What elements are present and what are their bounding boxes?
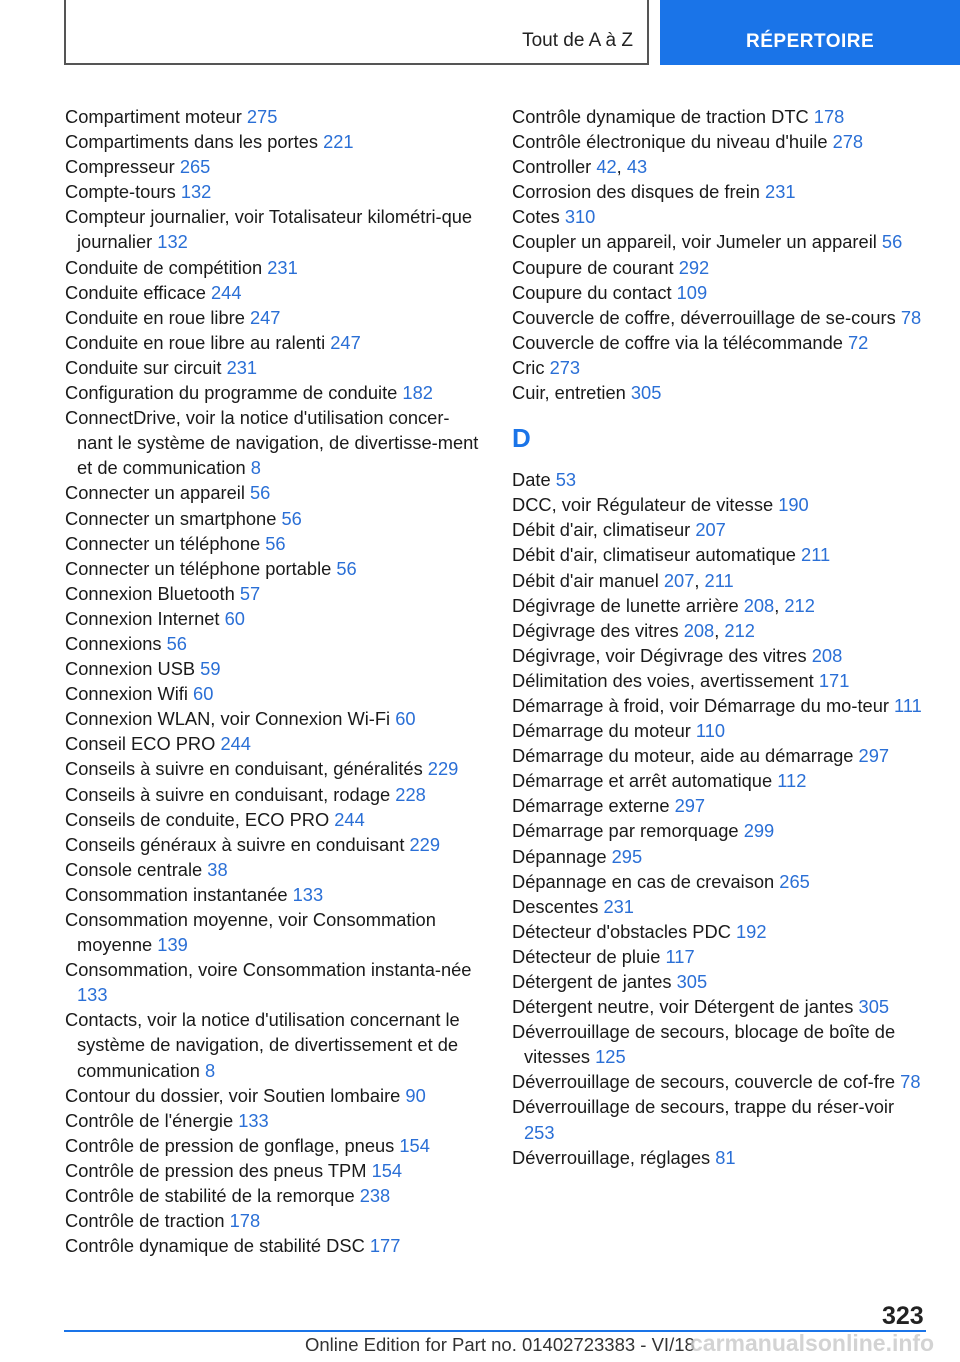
index-entry: [65, 1007, 483, 1082]
page-link[interactable]: 231: [765, 181, 796, 203]
page-link[interactable]: 53: [555, 469, 577, 491]
index-entry: [65, 882, 483, 907]
index-entry: [512, 204, 922, 229]
header-section-box: [64, 0, 649, 65]
index-entry-text: Déverrouillage, réglages: [512, 1146, 716, 1168]
index-entry-text: Conduite sur circuit: [65, 356, 227, 378]
footer-edition-text: Online Edition for Part no. 01402723383 - VI/18: [305, 1334, 695, 1355]
index-entry: [512, 869, 922, 894]
index-entry: [512, 255, 922, 280]
index-entry: [512, 517, 922, 542]
index-entry-text: Débit d'air, climatiseur: [512, 519, 696, 541]
index-entry: [65, 656, 483, 681]
index-entry-text: Dépannage en cas de crevaison: [512, 870, 780, 892]
index-entry-text: Démarrage externe: [512, 795, 675, 817]
index-entry-text: Contrôle de stabilité de la remorque: [65, 1185, 360, 1207]
page-link[interactable]: 297: [674, 795, 706, 817]
index-entry-text: Détecteur de pluie: [512, 945, 666, 967]
index-entry-text: Démarrage et arrêt automatique: [512, 770, 778, 792]
page-link[interactable]: 244: [220, 733, 251, 755]
index-entry: [512, 844, 922, 869]
index-entry-text: Connexion Internet: [65, 607, 225, 629]
directory-button[interactable]: [660, 0, 960, 65]
index-entry-text: Connecter un appareil: [65, 482, 250, 504]
index-entry: [65, 179, 483, 204]
page-link[interactable]: 60: [224, 607, 245, 629]
index-entry-text: Console centrale: [65, 858, 208, 880]
page-link[interactable]: 56: [881, 231, 903, 253]
page-link[interactable]: 211: [801, 544, 831, 566]
page-link[interactable]: 56: [265, 532, 286, 554]
page-number: 323: [882, 1302, 924, 1330]
index-entry: [512, 944, 922, 969]
page-link[interactable]: 192: [735, 920, 767, 942]
index-entry-text: Conduite en roue libre: [65, 306, 250, 328]
index-entry-text: Conduite en roue libre au ralenti: [65, 331, 331, 353]
page-link[interactable]: 38: [207, 858, 228, 880]
index-entry-text: Démarrage du moteur: [512, 720, 696, 742]
index-entry-text: Dégivrage, voir Dégivrage des vitres: [512, 644, 812, 666]
index-entry-text: Connexion Wifi: [65, 683, 194, 705]
index-entry-text: Connexion USB: [65, 658, 201, 680]
page-link[interactable]: 208: [811, 644, 843, 666]
index-entry: [512, 894, 922, 919]
page-link[interactable]: 295: [611, 845, 643, 867]
page-link[interactable]: 109: [676, 281, 708, 303]
index-entry-text: Connecter un smartphone: [65, 507, 282, 529]
index-entry: [65, 355, 483, 380]
index-entry: [512, 179, 922, 204]
index-entry: [512, 969, 922, 994]
index-entry-text: Connecter un téléphone: [65, 532, 266, 554]
page-link[interactable]: 60: [193, 683, 214, 705]
page-link[interactable]: 132: [157, 231, 188, 253]
index-entry: [512, 743, 922, 768]
page-link[interactable]: 228: [395, 783, 426, 805]
index-entry-text: Compresseur: [65, 156, 180, 178]
page-link[interactable]: 310: [564, 206, 596, 228]
page-link[interactable]: 78: [900, 1071, 921, 1093]
page-link[interactable]: 244: [334, 808, 365, 830]
index-entry-text: Conseils à suivre en conduisant, généralités: [65, 758, 428, 780]
page-link[interactable]: 299: [743, 820, 775, 842]
index-entry: [65, 280, 483, 305]
index-column-left: [65, 104, 483, 1258]
index-entry-text: Corrosion des disques de frein: [512, 181, 766, 203]
page-link[interactable]: 190: [778, 494, 809, 516]
index-entry: [65, 957, 483, 1007]
index-entry: [65, 305, 483, 330]
page-link[interactable]: 207: [663, 569, 695, 591]
index-entry-text: Conseils à suivre en conduisant, rodage: [65, 783, 396, 805]
page-link[interactable]: 231: [226, 356, 258, 378]
page-link[interactable]: 133: [292, 883, 324, 905]
index-entry: [65, 1083, 483, 1108]
page-link[interactable]: 139: [157, 934, 188, 956]
page-link[interactable]: 56: [336, 557, 357, 579]
page-link[interactable]: 238: [359, 1185, 391, 1207]
index-entry: [512, 280, 922, 305]
index-entry: [512, 229, 922, 254]
index-entry-text: Contrôle dynamique de stabilité DSC: [65, 1235, 370, 1257]
index-entry: [512, 818, 922, 843]
index-entry-text: Dégivrage de lunette arrière: [512, 594, 744, 616]
index-entry-text: Compteur journalier, voir Totalisateur kilométri-que journalier: [65, 206, 473, 253]
index-entry-text: Contrôle de l'énergie: [65, 1109, 239, 1131]
index-entry: [65, 782, 483, 807]
index-entry: [512, 492, 922, 517]
search-icon[interactable]: [894, 28, 920, 54]
index-entry: [512, 693, 922, 718]
index-entry-text: Déverrouillage de secours, couvercle de cof-fre: [512, 1071, 901, 1093]
index-entry-text: Contacts, voir la notice d'utilisation concernant le système de navigation, de divertissement et de communication: [65, 1009, 460, 1081]
index-entry: [512, 593, 922, 618]
index-entry-text: Débit d'air, climatiseur automatique: [512, 544, 802, 566]
index-entry-text: Démarrage par remorquage: [512, 820, 744, 842]
index-entry: [65, 681, 483, 706]
section-letter-d: D: [512, 423, 531, 454]
index-entry: [65, 405, 483, 480]
page-link[interactable]: 133: [77, 984, 108, 1006]
index-entry: [65, 706, 483, 731]
index-entry: [512, 467, 922, 492]
page-link[interactable]: 253: [524, 1121, 555, 1143]
index-entry: [65, 104, 483, 129]
index-entry: [512, 1069, 922, 1094]
page-separator: ,: [714, 619, 725, 641]
index-entry: [512, 1094, 922, 1144]
index-entry-text: Compte-tours: [65, 181, 181, 203]
index-entry: [65, 154, 483, 179]
index-entry: [65, 832, 483, 857]
index-entry-text: Connexions: [65, 632, 167, 654]
index-list-c: [512, 104, 922, 405]
page-link[interactable]: 133: [238, 1109, 269, 1131]
index-entry-text: Compartiments dans les portes: [65, 131, 324, 153]
page-link[interactable]: 125: [595, 1046, 626, 1068]
index-entry: [65, 807, 483, 832]
page-link[interactable]: 231: [267, 256, 298, 278]
section-title: Tout de A à Z: [522, 30, 633, 51]
page-link[interactable]: 208: [743, 594, 775, 616]
index-entry: [512, 793, 922, 818]
page-link[interactable]: 229: [427, 758, 459, 780]
page-link[interactable]: 154: [371, 1159, 403, 1181]
page-link[interactable]: 208: [683, 619, 715, 641]
index-entry: [512, 355, 922, 380]
index-entry-text: ConnectDrive, voir la notice d'utilisation concer-nant le système de navigation, de divertisse-ment et de communication: [65, 407, 479, 479]
page-link[interactable]: 154: [399, 1134, 430, 1156]
index-entry: [512, 768, 922, 793]
index-entry: [512, 129, 922, 154]
index-entry-text: Contrôle dynamique de traction DTC: [512, 106, 814, 127]
page-link[interactable]: 207: [695, 519, 726, 541]
index-entry-text: Contrôle de traction: [65, 1210, 230, 1232]
index-entry-text: Cotes: [512, 206, 565, 228]
index-entry: [512, 618, 922, 643]
index-entry-text: Conseil ECO PRO: [65, 733, 221, 755]
index-entry-text: Couvercle de coffre via la télécommande: [512, 331, 849, 353]
index-entry: [512, 568, 922, 593]
index-entry-text: Contrôle électronique du niveau d'huile: [512, 131, 833, 153]
page-link[interactable]: 59: [200, 658, 221, 680]
index-entry: [65, 556, 483, 581]
page-link[interactable]: 56: [281, 507, 302, 529]
index-entry: [65, 480, 483, 505]
index-entry: [512, 104, 922, 129]
directory-label: RÉPERTOIRE: [746, 31, 875, 52]
page-separator: ,: [774, 594, 785, 616]
page-link[interactable]: 221: [323, 131, 354, 153]
page-link[interactable]: 117: [665, 945, 695, 967]
index-entry-text: Connexion WLAN, voir Connexion Wi-Fi: [65, 708, 396, 730]
index-entry-text: Contrôle de pression de gonflage, pneus: [65, 1134, 400, 1156]
index-entry: [512, 330, 922, 355]
page-link[interactable]: 247: [249, 306, 281, 328]
page-link[interactable]: 8: [250, 457, 261, 479]
page-link[interactable]: 212: [724, 619, 755, 641]
index-entry-text: Consommation instantanée: [65, 883, 293, 905]
index-entry: [65, 506, 483, 531]
page-link[interactable]: 305: [630, 382, 662, 404]
index-entry: [65, 907, 483, 957]
page-link[interactable]: 43: [626, 156, 648, 178]
index-entry-text: Compartiment moteur: [65, 106, 247, 127]
index-entry-text: Déverrouillage de secours, trappe du réser-voir: [512, 1096, 895, 1118]
page-link[interactable]: 60: [395, 708, 416, 730]
page-link[interactable]: 211: [704, 569, 734, 591]
page-link[interactable]: 273: [549, 356, 581, 378]
index-entry: [65, 581, 483, 606]
index-entry-text: Connexion Bluetooth: [65, 582, 240, 604]
index-entry-text: Descentes: [512, 895, 604, 917]
page-link[interactable]: 42: [596, 156, 617, 178]
index-entry-text: Cric: [512, 356, 550, 378]
index-entry-text: Contour du dossier, voir Soutien lombaire: [65, 1084, 406, 1106]
index-entry-text: DCC, voir Régulateur de vitesse: [512, 494, 779, 516]
index-entry-text: Couvercle de coffre, déverrouillage de se-cours: [512, 306, 901, 328]
index-entry: [65, 1208, 483, 1233]
index-entry: [512, 380, 922, 405]
index-entry-text: Date: [512, 469, 556, 491]
index-entry: [65, 1108, 483, 1133]
page-link[interactable]: 247: [330, 331, 361, 353]
watermark: carmanualsonline.info: [690, 1330, 935, 1356]
index-entry-text: Coupure du contact: [512, 281, 677, 303]
index-entry: [512, 1145, 922, 1170]
index-entry: [65, 129, 483, 154]
page-separator: ,: [616, 156, 627, 178]
index-entry: [65, 1158, 483, 1183]
page-link[interactable]: 111: [894, 694, 922, 716]
page-link[interactable]: 112: [777, 770, 807, 792]
page-link[interactable]: 78: [900, 306, 922, 328]
page-link[interactable]: 278: [832, 131, 864, 153]
page-link[interactable]: 81: [715, 1146, 736, 1168]
page-link[interactable]: 229: [409, 833, 441, 855]
index-entry: [512, 305, 922, 330]
index-entry-text: Configuration du programme de conduite: [65, 382, 403, 404]
index-entry: [65, 1233, 483, 1258]
page-link[interactable]: 178: [813, 106, 845, 127]
index-entry: [512, 643, 922, 668]
index-entry: [512, 718, 922, 743]
index-entry: [65, 204, 483, 254]
index-entry-text: Conduite de compétition: [65, 256, 268, 278]
index-entry-text: Dépannage: [512, 845, 612, 867]
index-entry-text: Dégivrage des vitres: [512, 619, 684, 641]
page-link[interactable]: 275: [246, 106, 278, 127]
page-link[interactable]: 265: [179, 156, 211, 178]
index-entry: [512, 542, 922, 567]
index-entry: [65, 330, 483, 355]
index-entry-text: Détergent de jantes: [512, 971, 677, 992]
index-column-right: [512, 104, 922, 1170]
index-entry-text: Démarrage à froid, voir Démarrage du mo-teur: [512, 694, 895, 716]
page-link[interactable]: 56: [166, 632, 187, 654]
index-entry-text: Contrôle de pression des pneus TPM: [65, 1159, 372, 1181]
page-link[interactable]: 297: [858, 745, 890, 767]
index-entry-text: Cuir, entretien: [512, 382, 631, 404]
index-entry: [65, 756, 483, 781]
index-entry-text: Déverrouillage de secours, blocage de boîte de vitesses: [512, 1021, 896, 1068]
page-link[interactable]: 57: [239, 582, 261, 604]
page-link[interactable]: 292: [678, 256, 710, 278]
page-link[interactable]: 171: [818, 669, 850, 691]
index-entry: [65, 857, 483, 882]
page-link[interactable]: 72: [848, 331, 869, 353]
index-entry-text: Coupure de courant: [512, 256, 679, 278]
index-entry-text: Délimitation des voies, avertissement: [512, 669, 819, 691]
index-list-d: [512, 467, 922, 1170]
index-entry-text: Conseils de conduite, ECO PRO: [65, 808, 335, 830]
index-entry: [512, 994, 922, 1019]
index-entry-text: Débit d'air manuel: [512, 569, 664, 591]
index-entry: [65, 255, 483, 280]
page-link[interactable]: 305: [858, 996, 890, 1018]
index-entry-text: Démarrage du moteur, aide au démarrage: [512, 745, 859, 767]
page-link[interactable]: 110: [695, 720, 726, 742]
page-link[interactable]: 182: [402, 382, 433, 404]
index-entry: [65, 1183, 483, 1208]
page-link[interactable]: 132: [180, 181, 212, 203]
index-entry-text: Consommation moyenne, voir Consommation moyenne: [65, 909, 436, 956]
index-entry: [512, 668, 922, 693]
index-entry-text: Coupler un appareil, voir Jumeler un appareil: [512, 231, 882, 253]
page-link[interactable]: 265: [779, 870, 810, 892]
page-separator: ,: [694, 569, 705, 591]
page-link[interactable]: 178: [229, 1210, 261, 1232]
index-entry-text: Détecteur d'obstacles PDC: [512, 920, 736, 942]
index-entry: [65, 606, 483, 631]
index-entry: [512, 1019, 922, 1069]
index-entry-text: Controller: [512, 156, 597, 178]
page-link[interactable]: 8: [205, 1059, 216, 1081]
index-entry: [512, 919, 922, 944]
page-link[interactable]: 212: [784, 594, 815, 616]
index-entry: [65, 531, 483, 556]
page-link[interactable]: 244: [211, 281, 242, 303]
index-entry: [65, 631, 483, 656]
index-entry-text: Conduite efficace: [65, 281, 212, 303]
page-link[interactable]: 56: [249, 482, 271, 504]
page-link[interactable]: 90: [405, 1084, 426, 1106]
index-entry-text: Consommation, voire Consommation instanta-née: [65, 959, 472, 981]
index-entry: [512, 154, 922, 179]
index-entry: [65, 731, 483, 756]
index-entry: [65, 380, 483, 405]
index-entry-text: Connecter un téléphone portable: [65, 557, 337, 579]
index-entry: [65, 1133, 483, 1158]
page-link[interactable]: 305: [676, 971, 708, 992]
page-link[interactable]: 177: [369, 1235, 401, 1257]
index-entry-text: Conseils généraux à suivre en conduisant: [65, 833, 410, 855]
page-link[interactable]: 231: [603, 895, 634, 917]
index-entry-text: Détergent neutre, voir Détergent de jantes: [512, 996, 859, 1018]
